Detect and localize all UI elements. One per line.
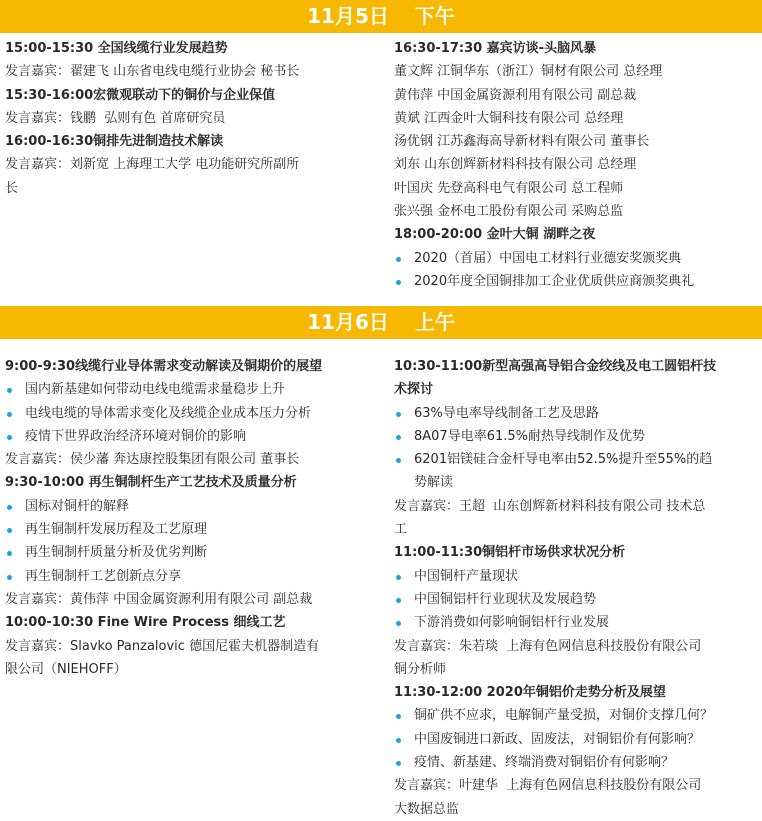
day2-schedule	[0, 339, 762, 821]
speaker-line: 黄斌 江西金叶大铜科技有限公司 总经理	[394, 110, 624, 126]
session-title: 16:00-16:30铜排先进制造技术解读	[5, 134, 224, 150]
speaker-line: 董文辉 江铜华东（浙江）铜材有限公司 总经理	[394, 64, 663, 80]
speaker-line: 长	[5, 180, 19, 196]
speaker-line: 发言嘉宾：侯少藩 奔达康控股集团有限公司 董事长	[5, 452, 300, 468]
speaker-line: 汤优钢 江苏鑫海高导新材料有限公司 董事长	[394, 134, 650, 150]
session-title: 9:00-9:30线缆行业导体需求变动解读及铜期价的展望	[5, 359, 323, 374]
topic-item: 再生铜制杆质量分析及优劣判断	[5, 541, 392, 564]
session-title: 11:00-11:30铜铝杆市场供求状况分析	[394, 545, 626, 561]
topic-item: 国标对铜杆的解释	[5, 495, 392, 518]
session-title: 9:30-10:00 再生铜制杆生产工艺技术及质量分析	[5, 475, 297, 491]
speaker-line: 刘东 山东创辉新材料科技有限公司 总经理	[394, 157, 637, 173]
topic-item: 铜矿供不应求，电解铜产量受损，对铜价支撑几何？	[394, 704, 762, 727]
day1-banner	[0, 0, 762, 33]
speaker-line: 叶国庆 先登高科电气有限公司 总工程师	[394, 180, 624, 196]
session-title: 18:00-20:00 金叶大铜 湖畔之夜	[394, 227, 596, 243]
day2-period: 上午	[414, 310, 455, 334]
speaker-line: 大数据总监	[394, 801, 460, 817]
session-title: 10:30-11:00新型高强高导铝合金绞线及电工圆铝杆技	[394, 359, 717, 374]
topic-item: 中国铜杆产量现状	[394, 565, 762, 588]
topic-item: 再生铜制杆工艺创新点分享	[5, 565, 392, 588]
topic-item: 下游消费如何影响铜铝杆行业发展	[394, 611, 762, 634]
speaker-line: 黄伟萍 中国金属资源利用有限公司 副总裁	[394, 87, 637, 103]
topic-item: 中国废铜进口新政、固废法，对铜铝价有何影响？	[394, 728, 762, 751]
day1-left-column	[0, 37, 392, 298]
speaker-line: 限公司（NIEHOFF）	[5, 661, 127, 677]
speaker-line: 发言嘉宾：朱若琰 上海有色网信息科技股份有限公司	[394, 638, 702, 654]
day2-left-column	[0, 355, 392, 821]
session-title: 术探讨	[394, 382, 434, 398]
speaker-line: 发言嘉宾：翟建飞 山东省电线电缆行业协会 秘书长	[5, 64, 300, 80]
topic-item: 6201铝镁硅合金杆导电率由52.5%提升至55%的趋	[394, 448, 762, 471]
session-title: 16:30-17:30 嘉宾访谈-头脑风暴	[394, 41, 597, 56]
topic-item: 电线电缆的导体需求变化及线缆企业成本压力分析	[5, 402, 392, 425]
day1-right-column	[392, 37, 762, 298]
day2-banner	[0, 306, 762, 339]
day1-period: 下午	[414, 4, 455, 28]
session-title: 11:30-12:00 2020年铜铝价走势分析及展望	[394, 685, 666, 701]
speaker-line: 铜分析师	[394, 661, 447, 677]
topic-item: 2020（首届）中国电工材料行业德安奖颁奖典	[394, 247, 762, 270]
session-title: 15:30-16:00宏微观联动下的铜价与企业保值	[5, 87, 276, 103]
speaker-line: 发言嘉宾：王超 山东创辉新材料科技有限公司 技术总	[394, 498, 706, 514]
day1-schedule	[0, 33, 762, 298]
topic-item: 中国铜铝杆行业现状及发展趋势	[394, 588, 762, 611]
speaker-line: 发言嘉宾：钱鹏 弘则有色 首席研究员	[5, 110, 226, 126]
speaker-line: 发言嘉宾：黄伟萍 中国金属资源利用有限公司 副总裁	[5, 591, 313, 607]
day1-date: 11月5日	[307, 4, 389, 28]
speaker-line: 工	[394, 522, 408, 538]
topic-item-continued: 势解读	[414, 475, 454, 491]
day2-date: 11月6日	[307, 310, 389, 334]
day2-right-column	[392, 355, 762, 821]
topic-item: 国内新基建如何带动电线电缆需求量稳步上升	[5, 378, 392, 401]
speaker-line: 发言嘉宾：叶建华 上海有色网信息科技股份有限公司	[394, 778, 702, 794]
topic-item: 63%导电率导线制备工艺及思路	[394, 402, 762, 425]
speaker-line: 发言嘉宾：刘新宽 上海理工大学 电功能研究所副所	[5, 157, 300, 173]
topic-item: 疫情下世界政治经济环境对铜价的影响	[5, 425, 392, 448]
speaker-line: 发言嘉宾：Slavko Panzalovic 德国尼霍夫机器制造有	[5, 638, 320, 654]
topic-item: 8A07导电率61.5%耐热导线制作及优势	[394, 425, 762, 448]
topic-item: 2020年度全国铜排加工企业优质供应商颁奖典礼	[394, 270, 762, 293]
topic-item: 疫情、新基建、终端消费对铜铝价有何影响？	[394, 751, 762, 774]
session-title: 10:00-10:30 Fine Wire Process 细线工艺	[5, 615, 286, 631]
session-title: 15:00-15:30 全国线缆行业发展趋势	[5, 41, 228, 56]
speaker-line: 张兴强 金杯电工股份有限公司 采购总监	[394, 204, 624, 220]
topic-item: 再生铜制杆发展历程及工艺原理	[5, 518, 392, 541]
